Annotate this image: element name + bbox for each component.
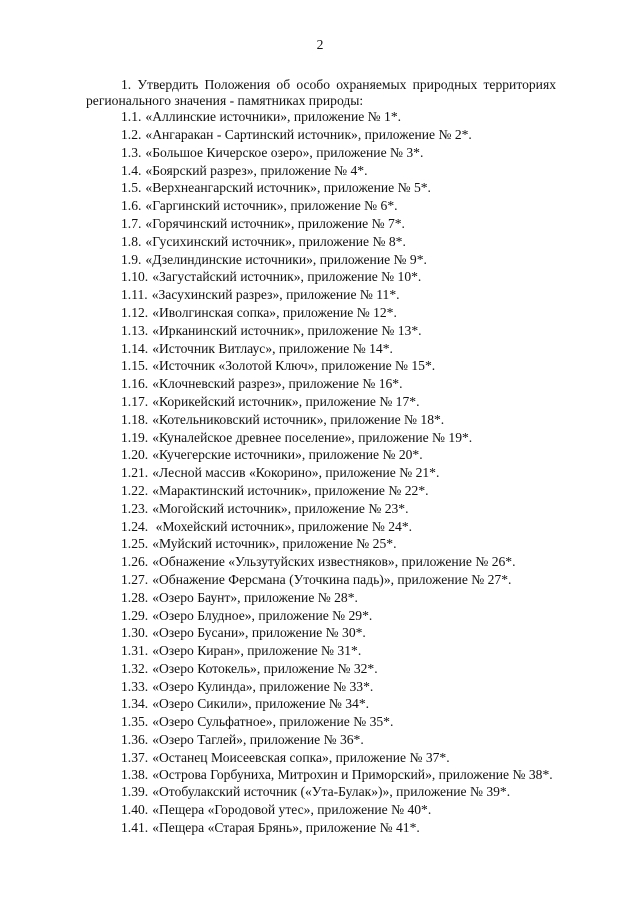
list-item <box>86 624 556 642</box>
item-text: «Боярский разрез», приложение № 4*. <box>145 162 368 178</box>
list-item <box>86 251 556 269</box>
item-text: «Острова Горбуниха, Митрохин и Приморский», приложение № 38*. <box>152 766 553 782</box>
item-number: 1.29. <box>121 607 149 623</box>
list-item <box>86 286 556 304</box>
item-text: «Большое Кичерское озеро», приложение № 3*. <box>145 144 424 160</box>
list-item <box>86 535 556 553</box>
list-item <box>86 801 556 819</box>
item-text: «Мохейский источник», приложение № 24*. <box>152 518 413 534</box>
item-text: «Озеро Бусани», приложение № 30*. <box>152 625 366 641</box>
item-text: «Могойский источник», приложение № 23*. <box>152 500 409 516</box>
item-text: «Клочневский разрез», приложение № 16*. <box>152 376 403 392</box>
list-item <box>86 500 556 518</box>
item-number: 1.1. <box>121 109 142 125</box>
list-item <box>86 233 556 251</box>
list-item <box>86 571 556 589</box>
item-number: 1.15. <box>121 358 149 374</box>
item-text: «Озеро Сикили», приложение № 34*. <box>152 696 370 712</box>
list-item <box>86 767 556 784</box>
list-item <box>86 713 556 731</box>
list-item <box>86 429 556 447</box>
item-text: «Гусихинский источник», приложение № 8*. <box>145 233 406 249</box>
item-text: «Верхнеангарский источник», приложение № 5*. <box>145 180 431 196</box>
list-item <box>86 678 556 696</box>
list-item <box>86 268 556 286</box>
monument-list <box>86 108 556 837</box>
item-text: «Озеро Кулинда», приложение № 33*. <box>152 678 374 694</box>
item-number: 1.22. <box>121 482 149 498</box>
item-text: «Озеро Блудное», приложение № 29*. <box>152 607 373 623</box>
item-number: 1.38. <box>121 766 149 782</box>
list-item <box>86 589 556 607</box>
item-number: 1.5. <box>121 180 142 196</box>
item-number: 1.13. <box>121 322 149 338</box>
list-item <box>86 144 556 162</box>
list-item <box>86 126 556 144</box>
item-number: 1.4. <box>121 162 142 178</box>
item-number: 1.10. <box>121 269 149 285</box>
item-number: 1.28. <box>121 589 149 605</box>
item-text: «Пещера «Старая Брянь», приложение № 41*. <box>152 820 420 836</box>
item-number: 1.16. <box>121 376 149 392</box>
item-text: «Останец Моисеевская сопка», приложение № 37*. <box>152 749 450 765</box>
item-number: 1.27. <box>121 571 149 587</box>
item-text: «Озеро Киран», приложение № 31*. <box>152 643 362 659</box>
item-number: 1.6. <box>121 198 142 214</box>
list-item <box>86 819 556 837</box>
list-item <box>86 322 556 340</box>
item-text: «Загустайский источник», приложение № 10*. <box>152 269 422 285</box>
item-text: «Обнажение «Ульзутуйских известняков», приложение № 26*. <box>152 554 516 570</box>
list-item <box>86 340 556 358</box>
item-number: 1.19. <box>121 429 149 445</box>
item-number: 1.8. <box>121 233 142 249</box>
item-number: 1.39. <box>121 784 149 800</box>
item-number: 1.14. <box>121 340 149 356</box>
list-item <box>86 375 556 393</box>
item-text: «Пещера «Городовой утес», приложение № 40*. <box>152 802 432 818</box>
item-number: 1.31. <box>121 643 149 659</box>
list-item <box>86 304 556 322</box>
item-text: «Марактинский источник», приложение № 22*. <box>152 482 429 498</box>
list-item <box>86 108 556 126</box>
item-text: «Горячинский источник», приложение № 7*. <box>145 215 405 231</box>
item-number: 1.2. <box>121 126 142 142</box>
item-number: 1.37. <box>121 749 149 765</box>
item-text: «Источник «Золотой Ключ», приложение № 15*. <box>152 358 436 374</box>
document-body <box>86 77 556 837</box>
item-text: «Отобулакский источник («Ута-Булак»)», приложение № 39*. <box>152 784 511 800</box>
item-number: 1.32. <box>121 660 149 676</box>
list-item <box>86 518 556 536</box>
list-item <box>86 482 556 500</box>
list-item <box>86 695 556 713</box>
list-item <box>86 642 556 660</box>
item-text: «Озеро Котокель», приложение № 32*. <box>152 660 378 676</box>
item-number: 1.3. <box>121 144 142 160</box>
list-item <box>86 446 556 464</box>
item-number: 1.25. <box>121 536 149 552</box>
item-text: «Куналейское древнее поселение», приложение № 19*. <box>152 429 473 445</box>
item-text: «Муйский источник», приложение № 25*. <box>152 536 397 552</box>
item-number: 1.23. <box>121 500 149 516</box>
item-number: 1.12. <box>121 304 149 320</box>
item-text: «Котельниковский источник», приложение № 18*. <box>152 411 445 427</box>
item-number: 1.18. <box>121 411 149 427</box>
item-text: «Засухинский разрез», приложение № 11*. <box>151 287 400 303</box>
item-text: «Озеро Сульфатное», приложение № 35*. <box>152 714 394 730</box>
item-text: «Корикейский источник», приложение № 17*. <box>152 393 420 409</box>
item-text: «Озеро Таглей», приложение № 36*. <box>152 732 364 748</box>
item-number: 1.40. <box>121 802 149 818</box>
list-item <box>86 749 556 767</box>
list-item <box>86 731 556 749</box>
item-text: «Обнажение Ферсмана (Уточкина падь)», приложение № 27*. <box>152 571 512 587</box>
item-number: 1.41. <box>121 820 149 836</box>
list-item <box>86 179 556 197</box>
list-item <box>86 783 556 801</box>
list-item <box>86 357 556 375</box>
item-number: 1.36. <box>121 732 149 748</box>
item-number: 1.35. <box>121 714 149 730</box>
item-text: «Ангаракан - Сартинский источник», приложение № 2*. <box>145 126 472 142</box>
list-item <box>86 464 556 482</box>
list-item <box>86 215 556 233</box>
item-number: 1.34. <box>121 696 149 712</box>
item-text: «Дзелиндинские источники», приложение № 9*. <box>145 251 427 267</box>
item-number: 1.20. <box>121 447 149 463</box>
intro-paragraph: 1. Утвердить Положения об особо охраняемых природных территориях регионального значения - памятниках природы: <box>86 77 556 108</box>
list-item <box>86 197 556 215</box>
item-number: 1.30. <box>121 625 149 641</box>
item-text: «Аллинские источники», приложение № 1*. <box>145 109 402 125</box>
item-number: 1.26. <box>121 554 149 570</box>
item-text: «Источник Витлаус», приложение № 14*. <box>152 340 393 356</box>
item-number: 1.21. <box>121 465 149 481</box>
item-text: «Лесной массив «Кокорино», приложение № 21*. <box>152 465 440 481</box>
item-text: «Гаргинский источник», приложение № 6*. <box>145 198 398 214</box>
item-text: «Ирканинский источник», приложение № 13*. <box>152 322 422 338</box>
item-number: 1.7. <box>121 215 142 231</box>
list-item <box>86 607 556 625</box>
item-number: 1.11. <box>121 287 148 303</box>
list-item <box>86 393 556 411</box>
item-text: «Кучегерские источники», приложение № 20*. <box>152 447 423 463</box>
list-item <box>86 162 556 180</box>
item-text: «Озеро Баунт», приложение № 28*. <box>152 589 358 605</box>
list-item <box>86 411 556 429</box>
item-number: 1.24. <box>121 518 149 534</box>
item-number: 1.33. <box>121 678 149 694</box>
page-number: 2 <box>316 37 324 52</box>
item-number: 1.17. <box>121 393 149 409</box>
list-item <box>86 660 556 678</box>
item-text: «Иволгинская сопка», приложение № 12*. <box>152 304 397 320</box>
list-item <box>86 553 556 571</box>
item-number: 1.9. <box>121 251 142 267</box>
